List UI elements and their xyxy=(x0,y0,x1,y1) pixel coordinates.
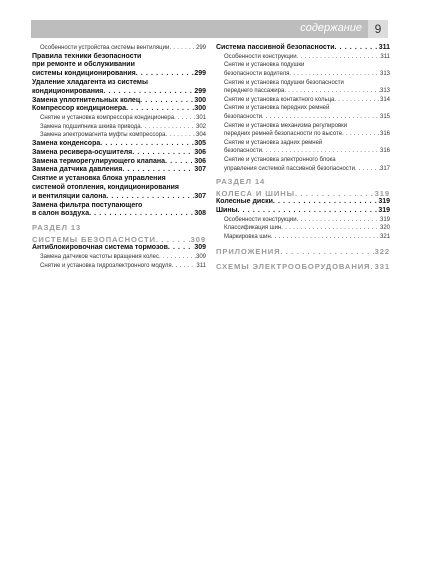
dot-leader xyxy=(271,233,380,242)
toc-entry-title: Колесные диски xyxy=(216,198,273,206)
section-title-entry[interactable] xyxy=(216,262,390,271)
toc-entry-title: КОЛЕСА И ШИНЫ xyxy=(216,189,295,199)
toc-entry-page: 309 xyxy=(190,235,206,245)
toc-entry-title: Особенности конструкции xyxy=(224,216,297,223)
toc-entry-title: переднего пассажира xyxy=(224,88,285,95)
dot-leader xyxy=(156,235,191,244)
toc-entry[interactable] xyxy=(32,140,206,149)
toc-entry[interactable] xyxy=(32,114,206,123)
toc-entry-line: Удаление хладагента из системы xyxy=(32,78,148,86)
toc-entry[interactable] xyxy=(32,70,206,79)
dot-leader xyxy=(168,244,194,253)
toc-entry[interactable] xyxy=(32,123,206,132)
toc-entry-title: передних ремней безопасности по высоте xyxy=(224,131,343,138)
dot-leader xyxy=(284,87,380,96)
toc-entry-title: Снятие и установка контактного кольца xyxy=(224,96,335,103)
dot-leader xyxy=(165,131,196,140)
toc-entry[interactable] xyxy=(32,253,206,262)
toc-entry[interactable] xyxy=(32,166,206,175)
toc-entry-title: безопасности водителя xyxy=(224,70,290,77)
toc-entry-title: Замена уплотнительных колец xyxy=(32,96,141,104)
toc-entry[interactable] xyxy=(216,87,390,96)
toc-entry-page: 313 xyxy=(379,70,390,77)
toc-entry-line: системой отопления, кондиционирования xyxy=(32,183,179,191)
toc-entry-page: 315 xyxy=(379,113,390,120)
toc-entry-title: Компрессор кондиционера xyxy=(32,105,127,113)
dot-leader xyxy=(280,247,374,256)
toc-entry-page: 322 xyxy=(374,247,390,257)
toc-entry-title: СХЕМЫ ЭЛЕКТРООБОРУДОВАНИЯ xyxy=(216,262,371,272)
dot-leader xyxy=(262,113,380,122)
toc-entry-page: 302 xyxy=(195,123,206,130)
toc-entry-page: 311 xyxy=(196,262,206,269)
toc-entry-title: Замена электромагнита муфты компрессора xyxy=(40,132,166,139)
toc-entry[interactable] xyxy=(216,233,390,242)
toc-entry[interactable] xyxy=(216,96,390,105)
toc-entry-page: 308 xyxy=(194,210,206,218)
dot-leader xyxy=(295,189,375,198)
toc-entry-title: Замена подшипника шкива привода xyxy=(40,123,141,130)
toc-entry-title: кондиционирования xyxy=(32,87,104,95)
toc-entry-page: 307 xyxy=(194,166,206,174)
toc-entry-page: 319 xyxy=(379,216,390,223)
toc-entry-title: Шины xyxy=(216,206,238,214)
toc-entry-line: Замена фильтра поступающего xyxy=(32,201,143,209)
toc-entry-line: Правила техники безопасности xyxy=(32,52,142,60)
toc-entry[interactable] xyxy=(216,198,390,207)
toc-entry-line: Снятие и установка задних ремней xyxy=(224,139,323,146)
toc-entry[interactable] xyxy=(32,88,206,97)
toc-entry-page: 316 xyxy=(379,131,390,138)
toc-entry-page: 306 xyxy=(194,157,206,165)
dot-leader xyxy=(165,158,194,167)
dot-leader xyxy=(262,147,380,156)
toc-entry-page: 299 xyxy=(194,87,206,95)
toc-entry-title: Замена терморегулирующего клапана xyxy=(32,157,165,165)
toc-column-right xyxy=(216,44,390,271)
toc-entry-page: 319 xyxy=(374,189,390,199)
section-heading: РАЗДЕЛ 14 xyxy=(216,177,266,187)
section-title-entry[interactable] xyxy=(32,235,206,244)
toc-entry[interactable] xyxy=(216,130,390,139)
toc-entry-title: безопасности xyxy=(224,148,262,155)
toc-entry-line: Снятие и установка блока управления xyxy=(32,175,166,183)
toc-entry[interactable] xyxy=(32,210,206,219)
toc-entry[interactable] xyxy=(32,244,206,253)
dot-leader xyxy=(140,97,194,106)
toc-entry[interactable] xyxy=(32,149,206,158)
toc-entry-page: 309 xyxy=(194,244,206,252)
section-title-entry[interactable] xyxy=(216,247,390,256)
toc-entry-page: 304 xyxy=(195,132,206,139)
dot-leader xyxy=(355,165,380,174)
toc-entry-page: 319 xyxy=(378,198,390,206)
toc-entry-title: Замена конденсора xyxy=(32,139,101,147)
dot-leader xyxy=(297,53,381,62)
toc-entry-title: Маркировка шин xyxy=(224,233,271,240)
toc-entry-page: 300 xyxy=(194,96,206,104)
section-title-entry[interactable] xyxy=(216,189,390,198)
page-header-bar xyxy=(31,20,388,38)
toc-entry-title: и вентиляции салона xyxy=(32,192,107,200)
dot-leader xyxy=(122,166,194,175)
toc-entry[interactable] xyxy=(32,105,206,114)
toc-entry-title: Снятие и установка гидроэлектронного модуля xyxy=(40,262,172,269)
toc-entry[interactable] xyxy=(32,158,206,167)
toc-entry-page: 300 xyxy=(194,105,206,113)
page-number: 9 xyxy=(368,20,388,38)
toc-entry-title: Система пассивной безопасности xyxy=(216,44,335,51)
toc-entry[interactable] xyxy=(216,165,390,174)
toc-entry-title: Антиблокировочная система тормозов xyxy=(32,244,168,252)
toc-entry[interactable] xyxy=(32,193,206,202)
toc-entry-title: СИСТЕМЫ БЕЗОПАСНОСТИ xyxy=(32,235,156,245)
toc-entry-page: 299 xyxy=(194,70,206,78)
toc-entry[interactable] xyxy=(216,216,390,225)
dot-leader xyxy=(174,114,196,123)
dot-leader xyxy=(289,70,380,79)
toc-entry-line: Снятие и установка передних ремней xyxy=(224,105,330,112)
dot-leader xyxy=(132,149,194,158)
dot-leader xyxy=(172,262,197,271)
toc-entry-page: 331 xyxy=(374,262,390,272)
toc-entry-page: 307 xyxy=(194,192,206,200)
toc-entry-title: Замена ресивера-осушителя xyxy=(32,148,133,156)
toc-entry-title: ПРИЛОЖЕНИЯ xyxy=(216,247,281,257)
dot-leader xyxy=(106,193,194,202)
toc-entry-title: Замена датчиков частоты вращения колес xyxy=(40,253,160,260)
section-heading: РАЗДЕЛ 13 xyxy=(32,223,82,233)
toc-entry[interactable] xyxy=(216,113,390,122)
toc-entry-line: Снятие и установка подушки xyxy=(224,62,305,69)
toc-entry[interactable] xyxy=(216,207,390,216)
toc-entry-line: Снятие и установка подушки безопасности xyxy=(224,79,344,86)
dot-leader xyxy=(238,207,379,216)
dot-leader xyxy=(169,44,196,53)
toc-entry-page: 306 xyxy=(194,148,206,156)
dot-leader xyxy=(141,123,196,132)
toc-entry-page: 317 xyxy=(379,165,390,172)
toc-entry-page: 311 xyxy=(378,44,390,51)
toc-entry-page: 309 xyxy=(195,253,206,260)
toc-entry-title: системы кондиционирования xyxy=(32,70,136,78)
toc-entry[interactable] xyxy=(32,131,206,140)
toc-entry-title: Особенности устройства системы вентиляции xyxy=(40,45,170,51)
dot-leader xyxy=(273,198,378,207)
toc-entry-title: Замена датчика давления xyxy=(32,166,123,174)
header-title: содержание xyxy=(300,22,362,34)
toc-entry[interactable] xyxy=(216,224,390,233)
toc-entry-page: 316 xyxy=(379,148,390,155)
toc-entry-page: 299 xyxy=(195,45,206,51)
toc-entry[interactable] xyxy=(32,44,206,53)
toc-entry-page: 305 xyxy=(194,139,206,147)
toc-entry[interactable] xyxy=(216,53,390,62)
dot-leader xyxy=(100,140,194,149)
toc-entry-line: Снятие и установка механизма регулировки xyxy=(224,122,348,129)
dot-leader xyxy=(136,70,195,79)
toc-entry-title: Снятие и установка компрессора кондиционера xyxy=(40,115,175,122)
toc-entry-page: 320 xyxy=(379,225,390,232)
toc-entry[interactable] xyxy=(216,70,390,79)
toc-entry-page: 319 xyxy=(378,206,390,214)
toc-entry-line: Снятие и установка электронного блока xyxy=(224,156,336,163)
toc-entry[interactable] xyxy=(32,97,206,106)
toc-entry-title: в салон воздуха xyxy=(32,210,90,218)
toc-entry-title: безопасности xyxy=(224,113,262,120)
dot-leader xyxy=(159,253,196,262)
dot-leader xyxy=(334,96,380,105)
dot-leader xyxy=(89,210,194,219)
toc-entry-page: 314 xyxy=(379,96,390,103)
dot-leader xyxy=(281,224,380,233)
toc-entry-title: Классификация шин xyxy=(224,225,282,232)
toc-entry[interactable] xyxy=(216,44,390,53)
dot-leader xyxy=(335,44,379,53)
toc-entry-page: 311 xyxy=(380,53,390,60)
toc-entry-line: при ремонте и обслуживании xyxy=(32,61,135,69)
toc-column-left xyxy=(32,44,206,270)
toc-entry-page: 321 xyxy=(379,233,390,240)
dot-leader xyxy=(103,88,194,97)
toc-entry-title: управления системой пассивной безопасности xyxy=(224,165,355,172)
toc-entry[interactable] xyxy=(216,147,390,156)
toc-entry-page: 313 xyxy=(379,88,390,95)
toc-entry-title: Особенности конструкции xyxy=(224,53,297,60)
toc-entry-page: 301 xyxy=(195,115,206,122)
dot-leader xyxy=(342,130,380,139)
toc-entry[interactable] xyxy=(32,262,206,271)
dot-leader xyxy=(126,105,194,114)
dot-leader xyxy=(297,216,380,225)
